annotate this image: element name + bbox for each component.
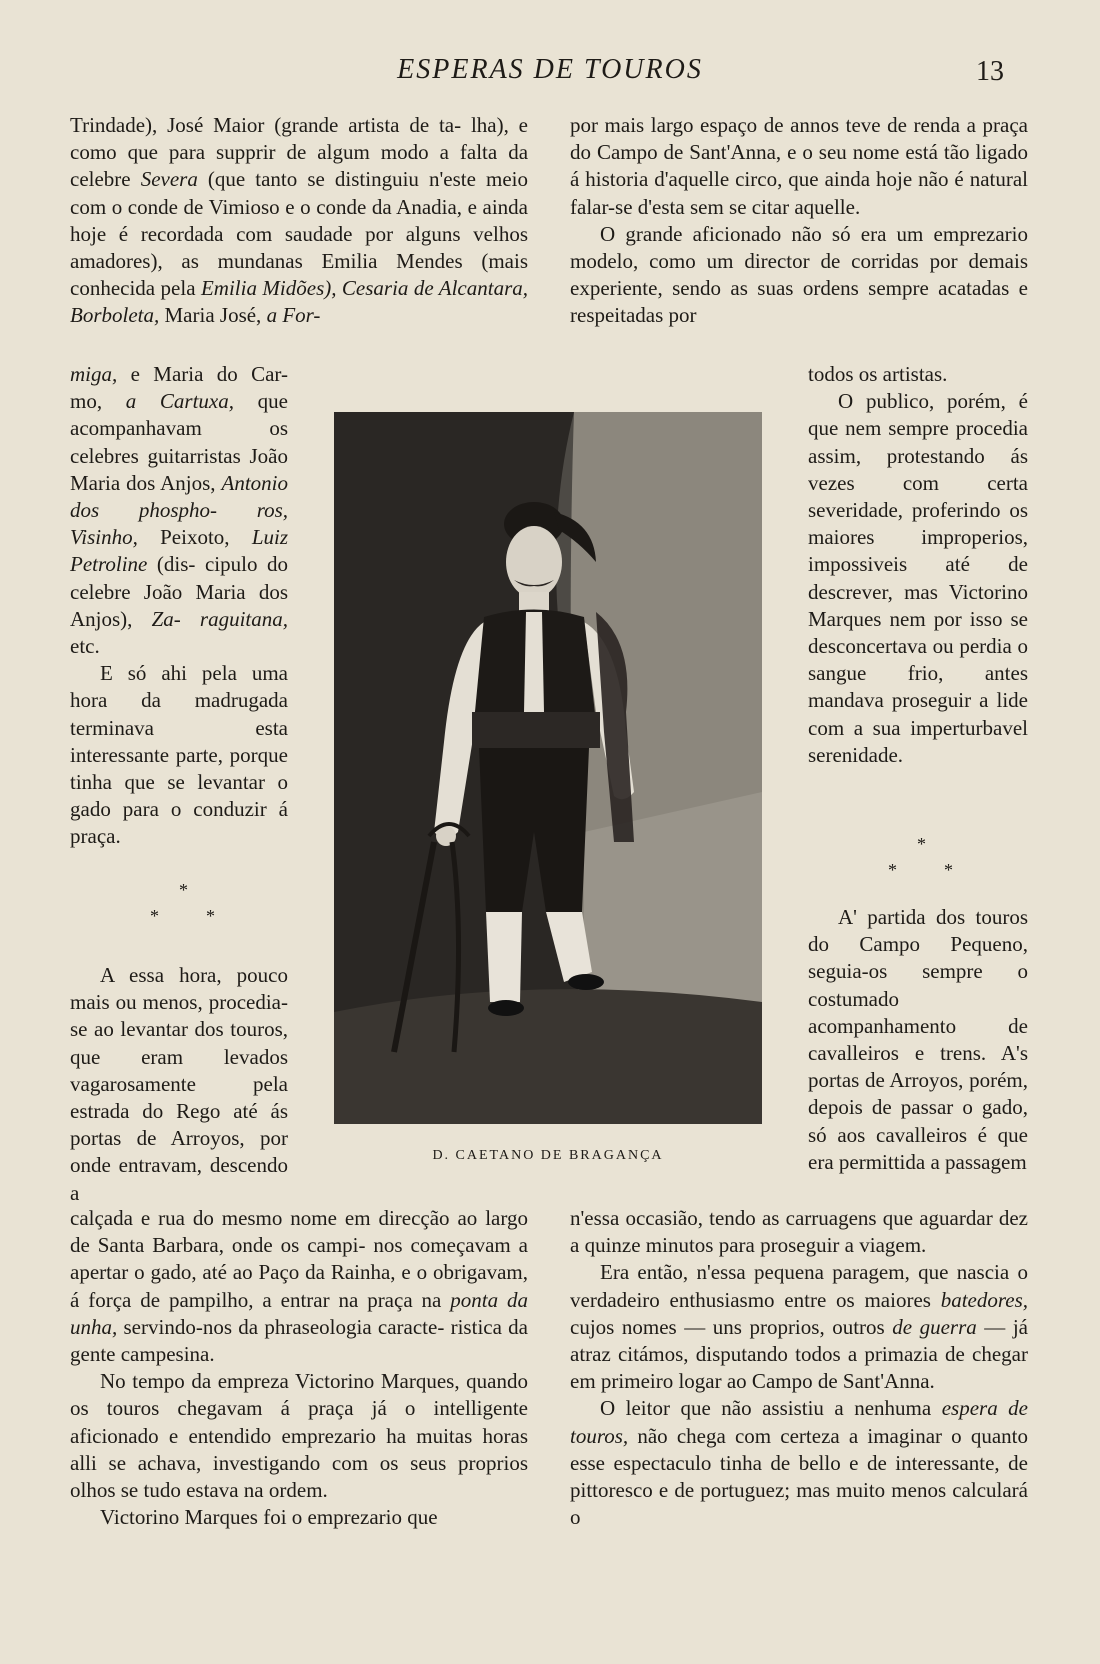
text-line: ristica da gente campesina. [70,1314,529,1367]
section-separator-star: * [150,906,159,926]
text-line: recordada com saudade por alguns velhos [140,221,528,246]
italic-name: raguitana, [199,606,289,631]
page-number: 13 [976,56,1004,87]
right-paragraph-5 [570,1259,1028,1395]
text-run: não chega com certeza a imaginar o quanto esse espectaculo tinha de bello e de interessante, de pittoresco e de portuguez; mas muito menos calculará o [570,1423,1028,1530]
section-separator-star: * [888,860,897,880]
italic-name: a For- [266,303,321,328]
right-column-narrow-text [808,361,1028,769]
left-column-narrow-text [70,361,288,851]
portrait-photograph-illustration [334,412,762,1124]
italic-name: Emilia Midões), Cesaria [200,276,409,301]
text-line: servindo-nos da phraseologia caracte- [117,1314,445,1339]
text-line: lha), e como que para supprir de algum [70,113,528,165]
text-line: João Maria dos Anjos, [70,443,288,495]
left-paragraph-5: Victorino Marques foi o emprezario que [100,1505,438,1530]
text-line: Maria José, [159,303,267,328]
right-paragraph-1: por mais largo espaço de annos teve de renda a praça do Campo de Sant'Anna, e o seu nome está tão ligado á historia d'aquelle circo, que ainda hoje não é natural falar-se d'esta sem se citar aquelle. [570,113,1028,219]
left-paragraph-2: E só ahi pela uma hora da madrugada terminava esta interessante parte, porque tinha que se levantar o gado para o conduzir á praça. [70,661,288,849]
text-line: que [234,389,288,414]
text-line: se distinguiu n'este meio com o conde de [70,167,528,219]
italic-name: de Alcantara, Borboleta, [70,276,529,328]
left-column-bottom-text [70,1205,528,1531]
right-paragraph-3: O publico, porém, é que nem sempre procedia assim, protestando ás vezes com certa severidade, proferindo os maiores improperios, impossiveis até de descrever, mas Victorino Marques nem por isso se desconcertava ou perdia o sangue frio, antes mandava proseguir a lide com a sua imperturbavel serenidade. [808,389,1028,767]
text-line: Trindade), José Maior (grande artista de ta- [70,113,462,137]
italic-phrase: ponta da [450,1287,528,1312]
italic-name: ros, Visinho, [70,498,289,550]
right-paragraph-2: O grande aficionado não só era um emprezario modelo, como um director de corridas por demais experiente, sendo as suas ordens sempre acatadas e respeitadas por [570,221,1028,328]
right-column-top-text [570,112,1028,330]
section-separator-star: * [206,906,215,926]
text-line: mo, [70,389,126,414]
text-line: nos começavam a apertar o gado, até ao [70,1233,528,1285]
right-paragraph-4-end: n'essa occasião, tendo as carruagens que aguardar dez a quinze minutos para proseguir a viagem. [570,1206,1028,1258]
text-line: e Maria do Car- [117,362,288,386]
text-line: Vimioso e o conde da Anadia, e ainda hoje é [70,194,528,246]
right-column-narrow-text-2 [808,904,1028,1176]
text-run: — já atraz citámos, disputando todos a primazia de chegar em primeiro logar ao Campo de Sant'Anna. [570,1314,1028,1394]
text-run: cujos nomes — uns proprios, outros [570,1314,893,1339]
text-line: amadores), as mundanas Emilia Mendes [70,249,463,274]
italic-name: miga, [70,362,118,386]
text-line: calçada e rua do mesmo nome em direcção [70,1206,450,1230]
text-line: acompanhavam os [70,416,288,441]
italic-name: Luiz Petroline [70,525,289,577]
right-paragraph-4: A' partida dos touros do Campo Pequeno, seguia-os sempre o costumado acompanhamento de cavalleiros e trens. A's portas de Arroyos, porém, depois de passar o gado, só aos cavalleiros é que era permittida a passagem [808,905,1028,1174]
text-line: celebres guitarristas [70,443,241,468]
text-line: pampilho, a entrar na praça na [168,1287,451,1312]
text-line: etc. [70,634,100,659]
left-column-paragraph-1-full [70,112,528,330]
portrait-photograph [334,412,762,1124]
italic-name: Antonio dos phospho- [70,470,289,523]
text-line: Peixoto, [137,525,230,550]
italic-name: a Cartuxa, [125,389,234,414]
text-line: (mais conhecida pela [70,249,528,301]
left-paragraph-3: A essa hora, pouco mais ou menos, procedia-se ao levantar dos touros, que eram levados vagarosamente pela estrada do Rego até ás portas de Arroyos, por onde entravam, descendo a [70,963,288,1205]
italic-word: batedores, [940,1287,1028,1312]
text-line: ao largo de Santa Barbara, onde os campi- [70,1206,528,1258]
section-separator-star: * [944,860,953,880]
right-paragraph-6 [570,1395,1028,1531]
photo-caption: D. CAETANO DE BRAGANÇA [432,1148,664,1163]
text-line: (que tanto [197,167,298,192]
right-paragraph-2-end: todos os artistas. [808,362,948,386]
left-paragraph-4: No tempo da empreza Victorino Marques, quando os touros chegavam á praça já o intelligente aficionado e entendido emprezario ha muitas horas alli se achava, investigando com os seus proprios olhos se tudo estava na ordem. [70,1369,528,1503]
text-line: (dis- [147,552,196,577]
section-separator-star: * [179,880,188,900]
text-line: modo a falta da celebre [70,140,529,192]
text-line: cipulo do celebre João [70,552,289,604]
text-run: O leitor que não assistiu a nenhuma [600,1396,942,1421]
text-line: Paço da Rainha, e o obrigavam, á força de [70,1260,528,1312]
italic-name: Za- [151,606,181,631]
italic-phrase: unha, [70,1314,118,1339]
italic-word: de guerra [892,1314,977,1339]
text-line: Maria dos Anjos), [70,579,288,631]
left-column-narrow-text-2 [70,962,288,1207]
running-header-title: ESPERAS DE TOUROS [397,54,703,85]
right-column-bottom-text [570,1205,1028,1531]
italic-phrase: espera de touros, [570,1396,1029,1448]
italic-name: Severa [140,167,198,192]
section-separator-star: * [917,834,926,854]
text-run: Era então, n'essa pequena paragem, que nascia o verdadeiro enthusiasmo entre os maiores [570,1260,1028,1312]
